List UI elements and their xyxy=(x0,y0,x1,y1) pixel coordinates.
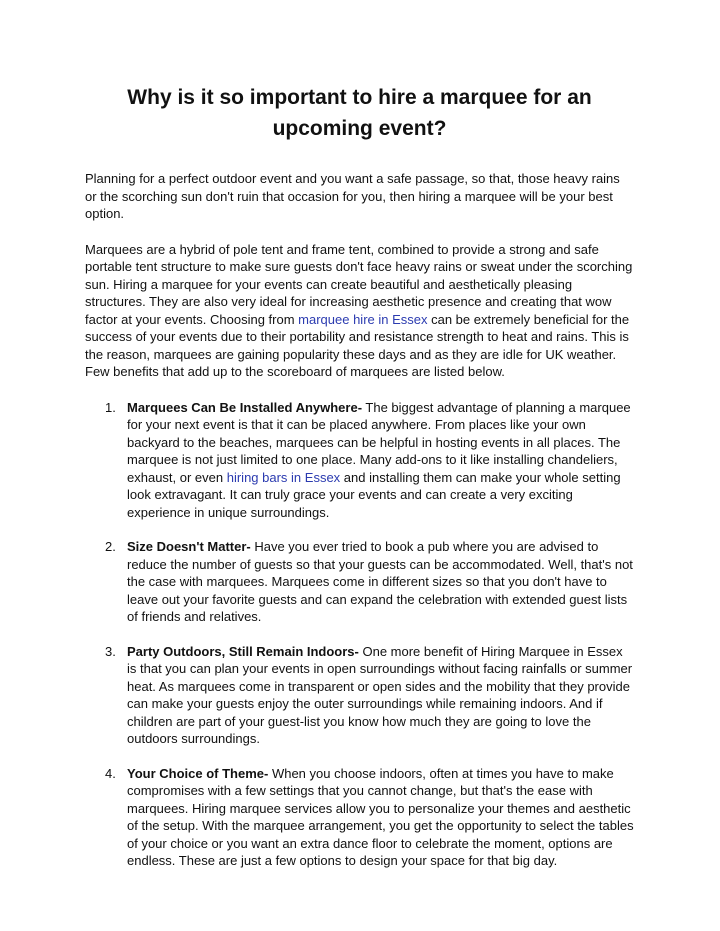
list-number: 2. xyxy=(105,539,116,554)
item-body: and installing them can make your whole setting look extravagant. It can truly grace your events and can create a very exciting experience in unique surroundings. xyxy=(127,469,621,520)
item-heading: Party Outdoors, Still Remain Indoors- xyxy=(127,643,359,659)
item-body: Have you ever tried to book a pub where you are advised to reduce the number of guests so that your guests can be accommodated. Well, that's not the case with marquees. Marquees come in different sizes so that you don't have to leave out your favorite guests and can expand the celebration with extended guest lists of friends and relatives. xyxy=(127,539,633,624)
hiring-bars-link[interactable]: hiring bars in Essex xyxy=(226,469,341,485)
list-item xyxy=(85,538,634,626)
item-body: One more benefit of Hiring Marquee in Essex is that you can plan your events in open surroundings without facing rainfalls or summer heat. As marquees come in transparent or open sides and the mobility that they provide can make your guests enjoy the outer surroundings while remaining indoors. And if children are part of your guest-list you know how much they are going to love the outdoors surroundings. xyxy=(127,643,633,746)
list-number: 3. xyxy=(105,643,116,659)
benefits-list xyxy=(85,399,634,870)
list-item xyxy=(85,399,634,522)
item-heading: Your Choice of Theme- xyxy=(127,765,269,781)
intro-paragraph: Planning for a perfect outdoor event and you want a safe passage, so that, those heavy rains or the scorching sun don't ruin that occasion for you, then hiring a marquee will be your best option. xyxy=(85,171,620,221)
item-body: When you choose indoors, often at times you have to make compromises with a few settings that you cannot change, but that's the ease with marquees. Hiring marquee services allow you to personalize your themes and aesthetic of the setup. With the marquee arrangement, you get the opportunity to select the tables of your choice or you want an extra dance floor to celebrate the moment, options are endless. These are just a few options to design your space for that big day. xyxy=(127,765,634,868)
list-item xyxy=(85,765,634,870)
list-number: 4. xyxy=(105,765,116,781)
paragraph-text: Marquees are a hybrid of pole tent and frame tent, combined to provide a strong and safe portable tent structure to make sure guests don't face heavy rains or sweat under the scorching sun. Hiring a marquee for your events can create beautiful and aesthetically pleasing structures. They are also very ideal for increasing aesthetic presence and creating that wow factor at your events. Choosing from xyxy=(85,241,633,327)
item-body: The biggest advantage of planning a marquee for your next event is that it can be placed anywhere. From places like your own backyard to the beaches, marquees can be helpful in hosting events in all places. The marquee is not just limited to one place. Many add-ons to it like installing chandeliers, exhaust, or even xyxy=(127,399,631,485)
item-heading: Marquees Can Be Installed Anywhere- xyxy=(127,399,363,415)
marquee-hire-link[interactable]: marquee hire in Essex xyxy=(298,311,428,327)
item-heading: Size Doesn't Matter- xyxy=(127,539,251,554)
list-item xyxy=(85,643,634,748)
paragraph-text: can be extremely beneficial for the success of your events due to their portability and resistance strength to heat and rains. This is the reason, marquees are gaining popularity these days and as they are idle for UK weather. Few benefits that add up to the scoreboard of marquees are listed below. xyxy=(85,311,630,379)
list-number: 1. xyxy=(105,399,116,415)
marquee-description-paragraph xyxy=(85,241,634,381)
page-title: Why is it so important to hire a marquee for an upcoming event? xyxy=(127,86,592,140)
